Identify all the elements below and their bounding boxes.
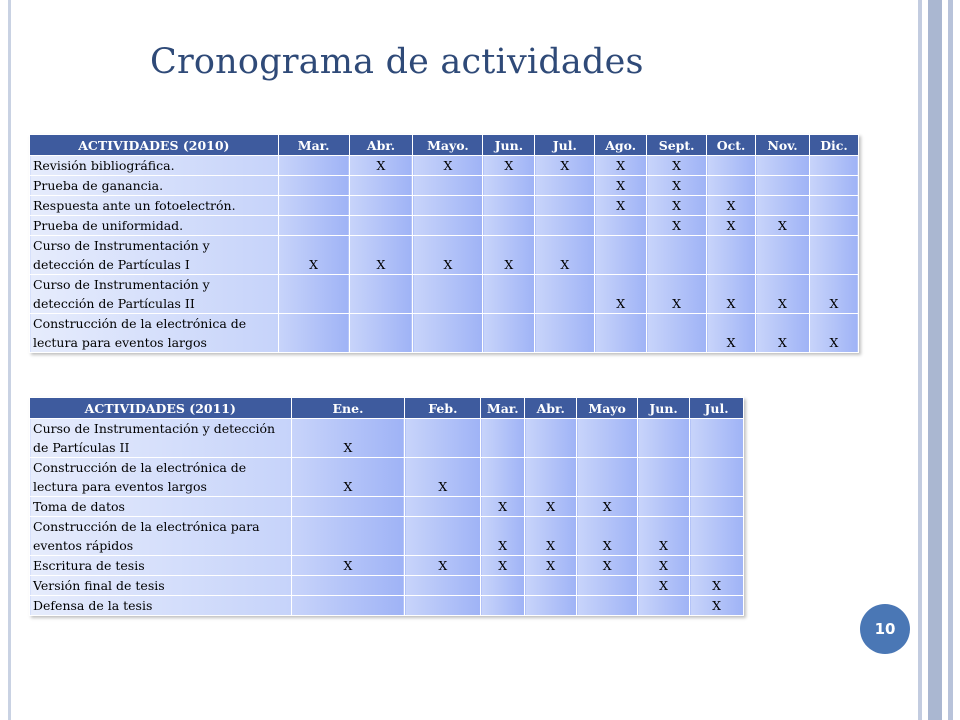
mark-cell xyxy=(278,196,349,216)
mark-cell xyxy=(707,156,756,176)
mark-cell: X xyxy=(707,216,756,236)
mark-cell xyxy=(690,458,744,497)
mark-cell xyxy=(535,196,595,216)
mark-cell: X xyxy=(756,275,810,314)
mark-cell: X xyxy=(690,576,744,596)
mark-cell xyxy=(535,275,595,314)
table-row xyxy=(30,596,744,616)
mark-cell: X xyxy=(756,314,810,353)
activity-cell: Escritura de tesis xyxy=(30,556,292,576)
mark-cell xyxy=(278,176,349,196)
table-row xyxy=(30,176,859,196)
table-row xyxy=(30,314,859,353)
table-row xyxy=(30,458,744,497)
mark-cell xyxy=(483,196,535,216)
mark-cell: X xyxy=(349,236,413,275)
mark-cell: X xyxy=(483,156,535,176)
column-header: Feb. xyxy=(405,398,481,419)
mark-cell: X xyxy=(405,458,481,497)
mark-cell: X xyxy=(291,556,405,576)
mark-cell: X xyxy=(577,556,638,576)
mark-cell xyxy=(481,458,525,497)
mark-cell xyxy=(595,216,647,236)
slide-title: Cronograma de actividades xyxy=(150,42,644,82)
activity-cell: Toma de datos xyxy=(30,497,292,517)
table-row xyxy=(30,517,744,556)
activity-cell: Respuesta ante un fotoelectrón. xyxy=(30,196,279,216)
mark-cell xyxy=(349,176,413,196)
mark-cell: X xyxy=(577,497,638,517)
mark-cell: X xyxy=(595,176,647,196)
mark-cell xyxy=(413,216,483,236)
mark-cell xyxy=(413,314,483,353)
column-header: Abr. xyxy=(525,398,577,419)
mark-cell xyxy=(525,596,577,616)
mark-cell xyxy=(756,156,810,176)
mark-cell xyxy=(638,458,690,497)
activity-cell: Prueba de ganancia. xyxy=(30,176,279,196)
column-header: Mar. xyxy=(481,398,525,419)
mark-cell: X xyxy=(809,275,858,314)
mark-cell xyxy=(535,176,595,196)
mark-cell xyxy=(809,176,858,196)
mark-cell: X xyxy=(638,556,690,576)
mark-cell: X xyxy=(638,517,690,556)
activity-cell: Revisión bibliográfica. xyxy=(30,156,279,176)
mark-cell xyxy=(278,156,349,176)
mark-cell: X xyxy=(690,596,744,616)
column-header: Jul. xyxy=(690,398,744,419)
mark-cell: X xyxy=(349,156,413,176)
mark-cell xyxy=(638,497,690,517)
mark-cell: X xyxy=(525,517,577,556)
column-header: Nov. xyxy=(756,135,810,156)
mark-cell: X xyxy=(535,236,595,275)
page-number-badge: 10 xyxy=(860,604,910,654)
mark-cell: X xyxy=(525,497,577,517)
mark-cell xyxy=(595,236,647,275)
activity-cell: Versión final de tesis xyxy=(30,576,292,596)
column-header: Oct. xyxy=(707,135,756,156)
slide-right-stripe xyxy=(928,0,942,720)
column-header: ACTIVIDADES (2010) xyxy=(30,135,279,156)
mark-cell xyxy=(278,314,349,353)
mark-cell: X xyxy=(756,216,810,236)
activity-cell: Prueba de uniformidad. xyxy=(30,216,279,236)
mark-cell xyxy=(525,576,577,596)
mark-cell: X xyxy=(413,236,483,275)
mark-cell xyxy=(577,419,638,458)
mark-cell: X xyxy=(638,576,690,596)
column-header: Sept. xyxy=(647,135,707,156)
mark-cell xyxy=(483,275,535,314)
mark-cell: X xyxy=(278,236,349,275)
table-row xyxy=(30,156,859,176)
table-row xyxy=(30,196,859,216)
mark-cell xyxy=(690,556,744,576)
mark-cell xyxy=(483,314,535,353)
mark-cell xyxy=(690,419,744,458)
mark-cell xyxy=(809,236,858,275)
mark-cell: X xyxy=(595,275,647,314)
mark-cell: X xyxy=(413,156,483,176)
mark-cell: X xyxy=(481,556,525,576)
mark-cell xyxy=(647,314,707,353)
schedule-table-2010 xyxy=(29,134,859,353)
mark-cell xyxy=(638,419,690,458)
mark-cell: X xyxy=(577,517,638,556)
column-header: Mar. xyxy=(278,135,349,156)
mark-cell: X xyxy=(535,156,595,176)
activity-cell: Construcción de la electrónica de lectura para eventos largos xyxy=(30,458,292,497)
mark-cell: X xyxy=(481,517,525,556)
mark-cell: X xyxy=(291,458,405,497)
column-header: Dic. xyxy=(809,135,858,156)
table-row xyxy=(30,497,744,517)
slide-right-stripe xyxy=(948,0,953,720)
mark-cell: X xyxy=(647,196,707,216)
mark-cell xyxy=(525,458,577,497)
activity-cell: Curso de Instrumentación y detección de Partículas I xyxy=(30,236,279,275)
mark-cell xyxy=(577,576,638,596)
mark-cell xyxy=(535,314,595,353)
mark-cell xyxy=(809,156,858,176)
mark-cell xyxy=(756,196,810,216)
slide-left-border xyxy=(8,0,11,720)
mark-cell xyxy=(577,596,638,616)
mark-cell: X xyxy=(481,497,525,517)
mark-cell xyxy=(809,196,858,216)
mark-cell xyxy=(413,275,483,314)
column-header: Mayo. xyxy=(413,135,483,156)
mark-cell xyxy=(349,275,413,314)
mark-cell xyxy=(349,314,413,353)
table-row xyxy=(30,275,859,314)
mark-cell xyxy=(690,517,744,556)
column-header: Ene. xyxy=(291,398,405,419)
mark-cell xyxy=(291,497,405,517)
mark-cell xyxy=(647,236,707,275)
mark-cell: X xyxy=(405,556,481,576)
mark-cell: X xyxy=(291,419,405,458)
mark-cell xyxy=(483,176,535,196)
table-row xyxy=(30,216,859,236)
activity-cell: Construcción de la electrónica de lectura para eventos largos xyxy=(30,314,279,353)
mark-cell xyxy=(577,458,638,497)
mark-cell xyxy=(278,275,349,314)
table-row xyxy=(30,556,744,576)
mark-cell xyxy=(809,216,858,236)
column-header: Ago. xyxy=(595,135,647,156)
mark-cell: X xyxy=(647,176,707,196)
activity-cell: Curso de Instrumentación y detección de Partículas II xyxy=(30,419,292,458)
mark-cell: X xyxy=(595,156,647,176)
mark-cell xyxy=(405,419,481,458)
mark-cell: X xyxy=(647,275,707,314)
column-header: Mayo xyxy=(577,398,638,419)
mark-cell xyxy=(481,596,525,616)
table-header-row xyxy=(30,135,859,156)
mark-cell xyxy=(595,314,647,353)
mark-cell xyxy=(405,596,481,616)
mark-cell xyxy=(756,176,810,196)
mark-cell: X xyxy=(647,156,707,176)
mark-cell: X xyxy=(595,196,647,216)
mark-cell xyxy=(535,216,595,236)
mark-cell xyxy=(405,576,481,596)
activity-cell: Construcción de la electrónica para eventos rápidos xyxy=(30,517,292,556)
table-row xyxy=(30,576,744,596)
mark-cell xyxy=(413,196,483,216)
mark-cell xyxy=(707,236,756,275)
activity-cell: Defensa de la tesis xyxy=(30,596,292,616)
mark-cell xyxy=(525,419,577,458)
mark-cell xyxy=(483,216,535,236)
mark-cell xyxy=(291,596,405,616)
table-row xyxy=(30,419,744,458)
mark-cell xyxy=(707,176,756,196)
column-header: Jun. xyxy=(638,398,690,419)
mark-cell xyxy=(756,236,810,275)
table-row xyxy=(30,236,859,275)
mark-cell xyxy=(291,576,405,596)
mark-cell xyxy=(481,576,525,596)
mark-cell xyxy=(413,176,483,196)
mark-cell xyxy=(291,517,405,556)
column-header: Abr. xyxy=(349,135,413,156)
table-header-row xyxy=(30,398,744,419)
activity-cell: Curso de Instrumentación y detección de Partículas II xyxy=(30,275,279,314)
mark-cell: X xyxy=(647,216,707,236)
mark-cell: X xyxy=(525,556,577,576)
mark-cell xyxy=(278,216,349,236)
mark-cell: X xyxy=(483,236,535,275)
mark-cell xyxy=(349,196,413,216)
mark-cell: X xyxy=(809,314,858,353)
slide-right-stripe xyxy=(918,0,922,720)
column-header: Jul. xyxy=(535,135,595,156)
mark-cell xyxy=(349,216,413,236)
column-header: Jun. xyxy=(483,135,535,156)
column-header: ACTIVIDADES (2011) xyxy=(30,398,292,419)
mark-cell xyxy=(690,497,744,517)
mark-cell xyxy=(405,517,481,556)
mark-cell: X xyxy=(707,196,756,216)
mark-cell xyxy=(405,497,481,517)
schedule-table-2011 xyxy=(29,397,744,616)
mark-cell xyxy=(481,419,525,458)
mark-cell xyxy=(638,596,690,616)
mark-cell: X xyxy=(707,314,756,353)
mark-cell: X xyxy=(707,275,756,314)
